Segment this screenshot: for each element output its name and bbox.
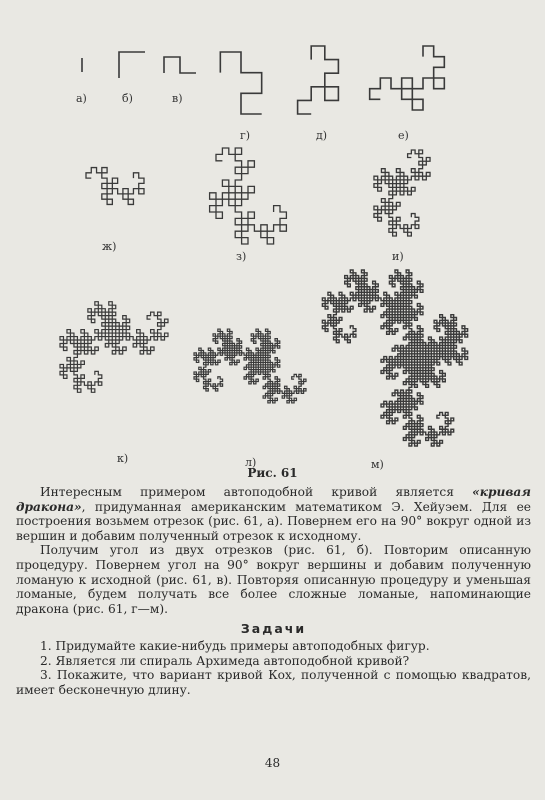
dragon-curve-iteration-10 xyxy=(194,329,306,403)
body-text xyxy=(16,485,531,697)
dragon-curve-iteration-6 xyxy=(86,168,144,205)
dragon-curve-iteration-1 xyxy=(119,52,145,78)
paragraph-1 xyxy=(16,485,531,543)
task-item: 3. Покажите, что вариант кривой Кох, полученной с помощью квадратов, имеет бесконечную длину. xyxy=(16,668,531,697)
figure-caption: Рис. 61 xyxy=(247,466,298,480)
p1-end: , придуманная американским математиком Э. Хейуэем. Для ее построения возьмем отрезок (рис. 61, а). Повернем его на 90° вокруг одной из вершин и добавим полученный отрезок к исходному. xyxy=(16,499,531,543)
paragraph-2: Получим угол из двух отрезков (рис. 61, б). Повторим описанную процедуру. Повернем угол на 90° вокруг вершины и добавим полученную ломаную к исходной (рис. 61, в). Повторяя описанную процедуру и уменьшая ломаные, будем получать все более сложные ломаные, напоминающие дракона (рис. 61, г—м). xyxy=(16,543,531,616)
p1-start: Интересным примером автоподобной кривой является xyxy=(40,485,473,499)
dragon-curve-iteration-5 xyxy=(370,46,445,110)
label-a: а) xyxy=(76,92,87,105)
tasks-list xyxy=(16,639,531,697)
dragon-curve-iteration-7 xyxy=(210,148,287,244)
label-v: в) xyxy=(172,92,183,105)
dragon-curve-iteration-8 xyxy=(374,150,430,236)
label-d: д) xyxy=(316,129,328,142)
page-number: 48 xyxy=(264,756,281,770)
label-l: л) xyxy=(245,456,257,469)
label-b: б) xyxy=(122,92,133,105)
label-z: з) xyxy=(236,250,247,263)
label-zh: ж) xyxy=(102,240,117,253)
term-dragon-curve: «кривая дракона» xyxy=(16,485,531,514)
label-g: г) xyxy=(240,129,251,142)
dragon-curve-iteration-9 xyxy=(60,302,168,393)
label-k: к) xyxy=(117,452,129,465)
dragon-curve-iteration-4 xyxy=(298,46,339,114)
dragon-curve-iteration-2 xyxy=(164,57,196,73)
task-item: 1. Придумайте какие-нибудь примеры автоподобных фигур. xyxy=(40,638,430,653)
task-item: 2. Является ли спираль Архимеда автоподобной кривой? xyxy=(40,653,410,668)
label-e: е) xyxy=(398,129,409,142)
tasks-heading: Задачи xyxy=(240,621,307,637)
dragon-curve-iteration-11 xyxy=(322,270,467,446)
label-m: м) xyxy=(371,458,384,471)
label-i: и) xyxy=(392,250,404,263)
dragon-curve-iteration-3 xyxy=(220,52,261,114)
